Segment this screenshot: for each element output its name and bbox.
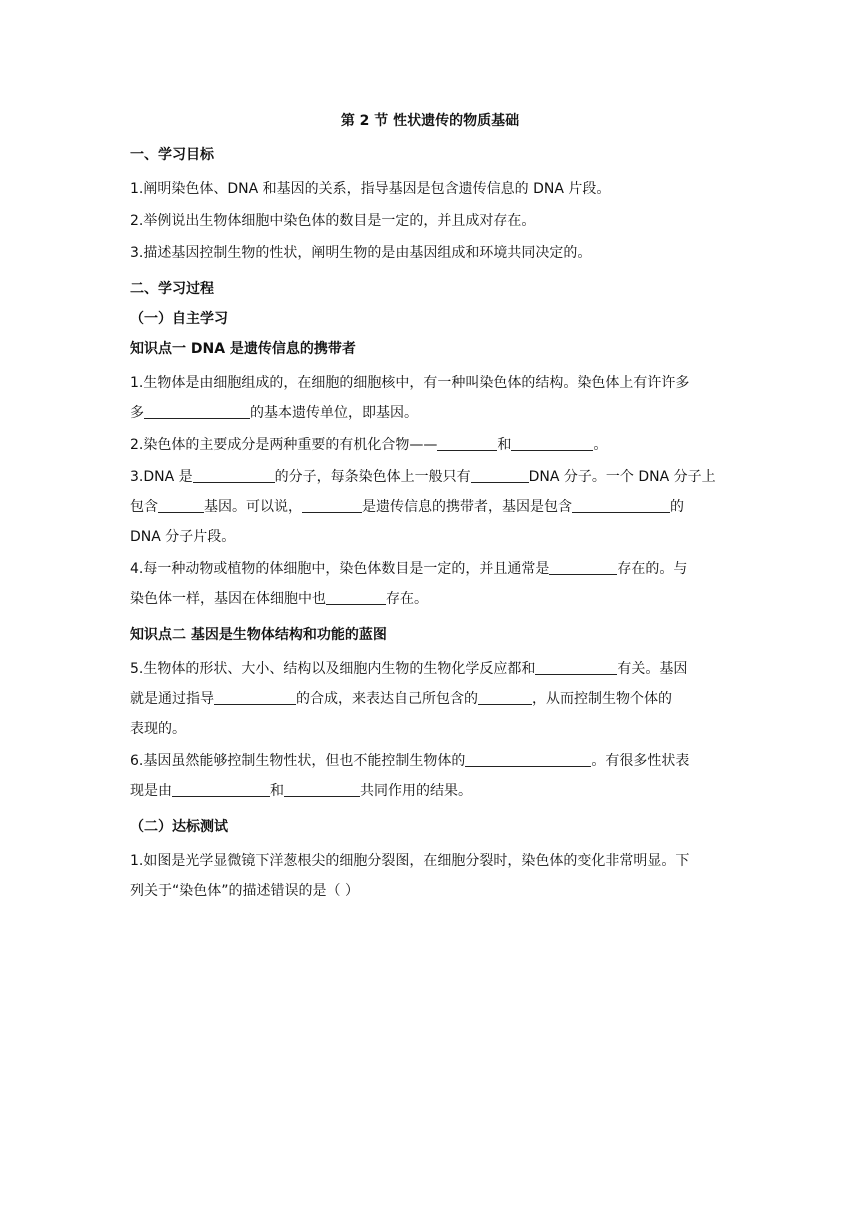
question-text: 共同作用的结果。 (360, 783, 472, 799)
fill-in-blank[interactable] (326, 590, 386, 605)
fill-in-blank[interactable] (193, 468, 275, 483)
question-text: 列关于“染色体”的描述错误的是（ ） (130, 883, 359, 899)
question-text: DNA 分子片段。 (130, 529, 236, 545)
question-text: 基因。可以说， (204, 499, 302, 515)
question-2 (130, 430, 730, 460)
question-text: 和 (270, 783, 284, 799)
section-heading-process: 二、学习过程 (130, 281, 214, 297)
fill-in-blank[interactable] (572, 498, 670, 513)
fill-in-blank[interactable] (302, 498, 362, 513)
question-text: 。有很多性状表 (591, 753, 690, 769)
question-text: 和 (497, 437, 512, 453)
subsection-heading-self-study: （一）自主学习 (130, 311, 228, 327)
question-text: 5.生物体的形状、大小、结构以及细胞内生物的生物化学反应都和 (130, 661, 536, 677)
question-5 (130, 654, 730, 744)
fill-in-blank[interactable] (535, 660, 617, 675)
subsection-heading-test: （二）达标测试 (130, 819, 228, 835)
page-title: 第 2 节 性状遗传的物质基础 (340, 113, 520, 129)
question-text: 是遗传信息的携带者，基因是包含 (362, 499, 572, 515)
fill-in-blank[interactable] (158, 498, 204, 513)
question-text: 存在。 (386, 591, 428, 607)
fill-in-blank[interactable] (549, 560, 617, 575)
fill-in-blank[interactable] (465, 752, 591, 767)
fill-in-blank[interactable] (214, 690, 296, 705)
question-text: 的基本遗传单位，即基因。 (250, 405, 418, 421)
question-text: 6.基因虽然能够控制生物性状，但也不能控制生物体的 (130, 753, 466, 769)
question-text: 包含 (130, 499, 158, 515)
question-text: 染色体一样，基因在体细胞中也 (130, 591, 326, 607)
question-text: 1.生物体是由细胞组成的，在细胞的细胞核中，有一种叫染色体的结构。染色体上有许许多 (130, 375, 690, 391)
question-text: 2.染色体的主要成分是两种重要的有机化合物—— (130, 437, 438, 453)
goal-item: 3.描述基因控制生物的性状，阐明生物的是由基因组成和环境共同决定的。 (130, 245, 592, 261)
test-question-1 (130, 846, 730, 906)
question-text: 的分子，每条染色体上一般只有 (274, 469, 471, 485)
question-1 (130, 368, 730, 428)
fill-in-blank[interactable] (284, 782, 360, 797)
question-text: 。 (593, 437, 608, 453)
knowledge-point-1-heading: 知识点一 DNA 是遗传信息的携带者 (130, 341, 356, 357)
fill-in-blank[interactable] (511, 436, 593, 451)
question-text: 1.如图是光学显微镜下洋葱根尖的细胞分裂图，在细胞分裂时，染色体的变化非常明显。下 (130, 853, 690, 869)
section-heading-goals: 一、学习目标 (130, 147, 214, 163)
question-text: DNA 分子。一个 DNA 分子上 (528, 469, 716, 485)
question-text: 存在的。与 (617, 561, 688, 577)
question-text: ，从而控制生物个体的 (532, 691, 672, 707)
fill-in-blank[interactable] (437, 436, 497, 451)
question-4 (130, 554, 730, 614)
goal-item: 2.举例说出生物体细胞中染色体的数目是一定的，并且成对存在。 (130, 213, 536, 229)
question-text: 4.每一种动物或植物的体细胞中，染色体数目是一定的，并且通常是 (130, 561, 550, 577)
goal-item: 1.阐明染色体、DNA 和基因的关系，指导基因是包含遗传信息的 DNA 片段。 (130, 181, 611, 197)
fill-in-blank[interactable] (172, 782, 270, 797)
question-text: 的合成，来表达自己所包含的 (296, 691, 478, 707)
knowledge-point-2-heading: 知识点二 基因是生物体结构和功能的蓝图 (130, 627, 387, 643)
question-text: 现是由 (130, 783, 172, 799)
question-3 (130, 462, 730, 552)
fill-in-blank[interactable] (471, 468, 529, 483)
question-text: 的 (670, 499, 684, 515)
fill-in-blank[interactable] (144, 404, 250, 419)
document-content (130, 110, 730, 908)
question-text: 3.DNA 是 (130, 469, 193, 485)
question-text: 多 (130, 405, 144, 421)
question-text: 有关。基因 (617, 661, 688, 677)
question-6 (130, 746, 730, 806)
question-text: 就是通过指导 (130, 691, 214, 707)
fill-in-blank[interactable] (478, 690, 532, 705)
question-text: 表现的。 (130, 721, 186, 737)
